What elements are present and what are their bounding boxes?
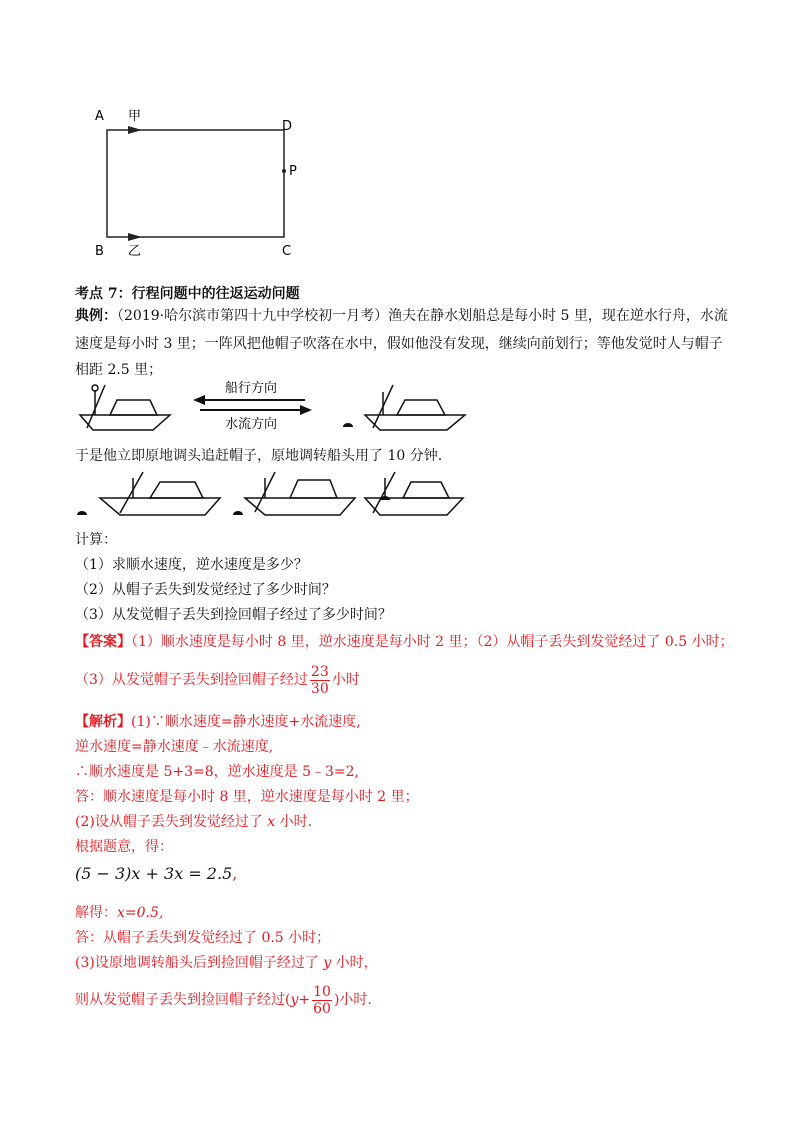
example-line-3: 相距 2.5 里； bbox=[75, 362, 163, 378]
question-2: （2）从帽子丢失到发觉经过了多少时间？ bbox=[75, 582, 336, 598]
calc-label: 计算： bbox=[75, 532, 117, 548]
rectangle-abcd bbox=[107, 130, 284, 237]
boat-figure-1 bbox=[75, 380, 475, 440]
label-d: D bbox=[282, 119, 293, 134]
analysis-line-9: 答：从帽子丢失到发觉经过了 0.5 小时； bbox=[75, 930, 331, 946]
answer-tag: 【答案】 bbox=[75, 634, 131, 650]
label-jia: 甲 bbox=[128, 109, 142, 124]
boat-turn-3 bbox=[365, 472, 463, 515]
label-p: P bbox=[289, 164, 297, 179]
analysis-equation bbox=[75, 864, 237, 884]
analysis-line-8 bbox=[75, 903, 163, 923]
answer-fraction bbox=[310, 664, 330, 697]
analysis-line-2: 逆水速度=静水速度﹣水流速度, bbox=[75, 739, 274, 755]
answer-fraction-num: 23 bbox=[310, 663, 329, 680]
analysis-line-1 bbox=[75, 712, 361, 732]
point-p bbox=[282, 169, 286, 173]
water-direction-label: 水流方向 bbox=[225, 417, 278, 432]
analysis-fraction bbox=[312, 984, 332, 1017]
hat-icon-1 bbox=[343, 423, 353, 427]
analysis-line-3: ∴顺水速度是 5+3=8，逆水速度是 5﹣3=2, bbox=[75, 764, 359, 780]
question-3: （3）从发觉帽子丢失到捡回帽子经过了多少时间？ bbox=[75, 607, 392, 623]
section-title: 考点 7：行程问题中的往返运动问题 bbox=[75, 286, 300, 302]
boat-turn-1 bbox=[100, 472, 220, 515]
boat-right bbox=[365, 385, 465, 430]
analysis-text-5a: (2)设从帽子丢失到发觉经过了 bbox=[75, 814, 268, 830]
analysis-line-5 bbox=[75, 812, 312, 832]
arrow-yi bbox=[128, 233, 142, 241]
analysis-var-y: y bbox=[323, 955, 332, 971]
boat-direction-label: 船行方向 bbox=[225, 381, 278, 396]
analysis-text-8b: x=0.5, bbox=[117, 905, 164, 921]
analysis-line-6: 根据题意，得： bbox=[75, 839, 173, 855]
label-a: A bbox=[95, 109, 104, 124]
analysis-fraction-den: 60 bbox=[313, 1000, 331, 1017]
analysis-line-10 bbox=[75, 953, 378, 973]
example-prefix: 典例： bbox=[75, 308, 117, 324]
analysis-tag: 【解析】 bbox=[75, 714, 131, 730]
rectangle-diagram bbox=[90, 105, 310, 265]
answer-fraction-den: 30 bbox=[310, 680, 329, 697]
analysis-text-11a: 则从发觉帽子丢失到捡回帽子经过( bbox=[75, 992, 291, 1008]
example-line-4: 于是他立即原地调头追赶帽子，原地调转船头用了 10 分钟. bbox=[75, 448, 443, 464]
example-line-2: 速度是每小时 3 里；一阵风把他帽子吹落在水中，假如他没有发现，继续向前划行；等他发觉时人与帽子 bbox=[75, 336, 723, 352]
question-1: （1）求顺水速度，逆水速度是多少？ bbox=[75, 557, 308, 573]
equation-text: (5 − 3)x + 3x = 2.5 bbox=[75, 864, 233, 883]
analysis-text-10b: 小时， bbox=[331, 955, 378, 971]
analysis-text-1: (1)∵顺水速度=静水速度+水流速度, bbox=[131, 714, 361, 730]
label-yi: 乙 bbox=[128, 244, 142, 259]
answer-line-2 bbox=[75, 660, 360, 700]
analysis-text-11b: )小时. bbox=[333, 992, 372, 1008]
equation-comma: , bbox=[232, 864, 238, 883]
example-line-1 bbox=[75, 306, 728, 326]
analysis-text-10a: (3)设原地调转船头后到捡回帽子经过了 bbox=[75, 955, 324, 971]
analysis-line-11 bbox=[75, 980, 372, 1020]
boat-left bbox=[80, 385, 170, 430]
boat-turn-2 bbox=[245, 472, 355, 515]
analysis-text-8a: 解得： bbox=[75, 905, 117, 921]
analysis-plus: + bbox=[298, 992, 311, 1008]
analysis-fraction-num: 10 bbox=[313, 983, 331, 1000]
label-b: B bbox=[95, 244, 104, 259]
answer-line-1 bbox=[75, 632, 734, 652]
arrow-jia bbox=[128, 126, 142, 134]
answer-text-2: （3）从发觉帽子丢失到捡回帽子经过 bbox=[75, 672, 308, 688]
answer-text-1: （1）顺水速度是每小时 8 里，逆水速度是每小时 2 里；（2）从帽子丢失到发觉经过了 0.5 小时； bbox=[131, 634, 734, 650]
answer-text-3: 小时 bbox=[331, 672, 360, 688]
analysis-var-y-2: y bbox=[290, 992, 299, 1008]
example-text-1: （2019·哈尔滨市第四十九中学校初一月考）渔夫在静水划船总是每小时 5 里，现在逆水行舟，水流 bbox=[117, 308, 728, 324]
boat-figure-2 bbox=[75, 470, 475, 520]
analysis-text-5b: 小时. bbox=[275, 814, 313, 830]
hat-icon-3 bbox=[233, 511, 243, 515]
analysis-var-x: x bbox=[267, 814, 276, 830]
label-c: C bbox=[282, 244, 292, 259]
hat-icon-2 bbox=[77, 511, 87, 515]
analysis-line-4: 答：顺水速度是每小时 8 里，逆水速度是每小时 2 里； bbox=[75, 789, 419, 805]
